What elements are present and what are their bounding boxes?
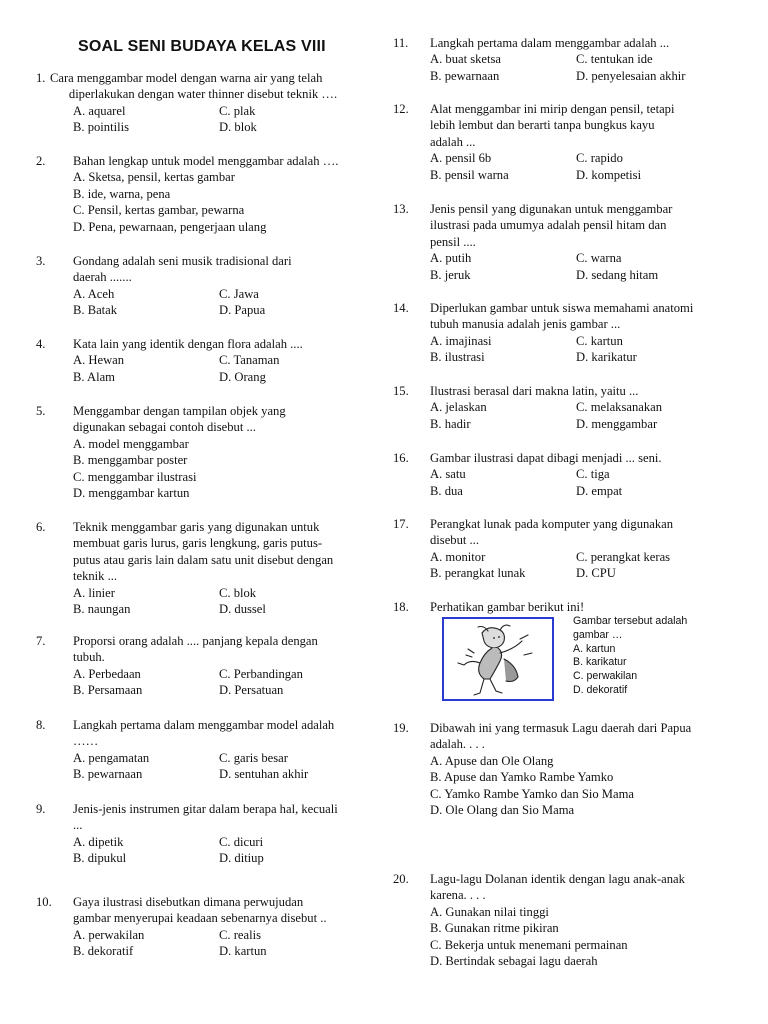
question-number: 11.	[393, 36, 409, 50]
answer-option[interactable]: B. Gunakan ritme pikiran	[430, 921, 559, 936]
question-number: 2.	[36, 154, 46, 168]
answer-option[interactable]: D. Persatuan	[219, 683, 284, 698]
answer-option[interactable]: C. Perbandingan	[219, 666, 303, 681]
answer-option[interactable]: D. Bertindak sebagai lagu daerah	[430, 954, 598, 968]
question-stem: Dibawah ini yang termasuk Lagu daerah dari Papua	[430, 721, 692, 735]
answer-option[interactable]: B. naungan	[73, 602, 131, 616]
answer-option[interactable]: D. menggambar kartun	[73, 486, 190, 500]
question-number: 3.	[36, 254, 46, 268]
answer-option[interactable]: C. Pensil, kertas gambar, pewarna	[73, 203, 245, 218]
answer-option[interactable]: C. menggambar ilustrasi	[73, 469, 197, 484]
page-title: SOAL SENI BUDAYA KELAS VIII	[78, 38, 326, 55]
question-stem: teknik ...	[73, 569, 118, 584]
answer-option[interactable]: D. Orang	[219, 369, 266, 384]
answer-option[interactable]: C. plak	[219, 103, 256, 118]
answer-option[interactable]: C. rapido	[576, 151, 623, 166]
question-stem: diperlakukan dengan water thinner disebut teknik ….	[50, 87, 338, 102]
answer-option[interactable]: B. ilustrasi	[430, 350, 485, 365]
answer-option[interactable]: A. linier	[73, 585, 115, 600]
answer-option[interactable]: A. putih	[430, 251, 472, 266]
answer-option[interactable]: D. karikatur	[576, 350, 637, 365]
answer-option[interactable]: D. penyelesaian akhir	[576, 68, 686, 83]
answer-option[interactable]: A. imajinasi	[430, 333, 492, 348]
answer-option[interactable]: D. Pena, pewarnaan, pengerjaan ulang	[73, 219, 267, 234]
question-number: 1.	[36, 71, 46, 85]
answer-option[interactable]: A. Hewan	[73, 353, 125, 368]
question-number: 15.	[393, 384, 409, 398]
question-number: 18.	[393, 600, 409, 614]
answer-option[interactable]: B. pensil warna	[430, 167, 509, 182]
answer-option[interactable]: C. tiga	[576, 467, 610, 482]
question-stem: membuat garis lurus, garis lengkung, garis putus-	[73, 536, 323, 551]
answer-option[interactable]: A. model menggambar	[73, 436, 189, 451]
question-number: 7.	[36, 634, 46, 648]
answer-option[interactable]: B. dipukul	[73, 851, 127, 866]
answer-option[interactable]: A. Gunakan nilai tinggi	[430, 904, 549, 919]
question-stem: Kata lain yang identik dengan flora adalah ....	[73, 337, 303, 351]
answer-option[interactable]: C. blok	[219, 585, 257, 600]
question-18-illustration	[442, 617, 554, 701]
question-stem: daerah .......	[73, 270, 132, 285]
question-stem: Gaya ilustrasi disebutkan dimana perwujudan	[73, 895, 304, 909]
question-number: 10.	[36, 895, 52, 909]
question-stem: Alat menggambar ini mirip dengan pensil, tetapi	[430, 102, 675, 116]
answer-option[interactable]: D. ditiup	[219, 851, 264, 866]
question-stem: gambar menyerupai keadaan sebenarnya disebut ..	[73, 911, 327, 926]
caricature-figure-image	[444, 619, 552, 699]
answer-option[interactable]: D. CPU	[576, 566, 616, 581]
answer-option[interactable]: B. dekoratif	[73, 944, 134, 959]
answer-option[interactable]: B. hadir	[430, 416, 471, 431]
question-stem: tubuh.	[73, 650, 105, 665]
question-number: 19.	[393, 721, 409, 735]
question-stem: Langkah pertama dalam menggambar model adalah	[73, 718, 335, 732]
answer-option[interactable]: B. perangkat lunak	[430, 566, 526, 581]
answer-option[interactable]: A. monitor	[430, 549, 486, 564]
answer-option[interactable]: D. Ole Olang dan Sio Mama	[430, 803, 575, 817]
question-number: 5.	[36, 404, 46, 418]
answer-option[interactable]: D. dussel	[219, 602, 266, 616]
question-stem: Diperlukan gambar untuk siswa memahami anatomi	[430, 301, 694, 315]
answer-option[interactable]: D. blok	[219, 120, 257, 135]
question-stem: pensil ....	[430, 234, 476, 249]
answer-option[interactable]: B. Batak	[73, 303, 118, 318]
question-number: 8.	[36, 718, 46, 732]
answer-option[interactable]: B. pointilis	[73, 120, 129, 135]
question-number: 9.	[36, 802, 46, 816]
answer-option[interactable]: C. Tanaman	[219, 353, 280, 368]
answer-option[interactable]: A. Sketsa, pensil, kertas gambar	[73, 170, 235, 185]
question-number: 14.	[393, 301, 409, 315]
question-18-side-text	[573, 615, 713, 698]
question-stem: Gondang adalah seni musik tradisional dari	[73, 254, 292, 268]
question-number: 17.	[393, 517, 409, 531]
question-stem: Jenis-jenis instrumen gitar dalam berapa hal, kecuali	[73, 802, 338, 816]
answer-option[interactable]: B. karikatur	[573, 656, 627, 669]
question-stem: Proporsi orang adalah .... panjang kepala dengan	[73, 634, 318, 648]
answer-option[interactable]: C. Jawa	[219, 286, 259, 301]
answer-option[interactable]: C. perangkat keras	[576, 549, 671, 564]
question-stem: Lagu-lagu Dolanan identik dengan lagu anak-anak	[430, 872, 685, 886]
answer-option[interactable]: B. ide, warna, pena	[73, 186, 171, 201]
answer-option[interactable]: D. kartun	[219, 944, 267, 959]
answer-option[interactable]: C. warna	[576, 251, 622, 266]
answer-option[interactable]: D. menggambar	[576, 416, 658, 431]
answer-option[interactable]: A. perwakilan	[73, 927, 145, 942]
answer-option[interactable]: C. dicuri	[219, 834, 264, 849]
answer-option[interactable]: A. Perbedaan	[73, 666, 141, 681]
question-number: 4.	[36, 337, 46, 351]
answer-option[interactable]: C. tentukan ide	[576, 52, 653, 67]
answer-option[interactable]: A. Aceh	[73, 286, 115, 301]
question-stem: Cara menggambar model dengan warna air yang telah	[50, 71, 323, 85]
answer-option[interactable]: D. empat	[576, 483, 623, 498]
answer-option[interactable]: C. kartun	[576, 333, 623, 348]
answer-option[interactable]: D. sentuhan akhir	[219, 767, 309, 782]
question-stem: Menggambar dengan tampilan objek yang	[73, 404, 286, 418]
question-stem: ilustrasi pada umumya adalah pensil hitam dan	[430, 218, 667, 233]
answer-option[interactable]: C. Yamko Rambe Yamko dan Sio Mama	[430, 786, 634, 801]
answer-option[interactable]: D. dekoratif	[573, 683, 628, 696]
answer-option[interactable]: B. pewarnaan	[430, 68, 500, 83]
answer-option[interactable]: C. melaksanakan	[576, 400, 663, 415]
question-stem: Perhatikan gambar berikut ini!	[430, 600, 585, 614]
question-stem: ...	[73, 818, 83, 833]
question-number: 12.	[393, 102, 409, 116]
answer-option[interactable]: A. aquarel	[73, 103, 126, 118]
answer-option[interactable]: A. jelaskan	[430, 400, 487, 415]
question-number: 20.	[393, 872, 409, 886]
question-stem: Teknik menggambar garis yang digunakan untuk	[73, 520, 320, 534]
answer-option[interactable]: A. dipetik	[73, 834, 124, 849]
answer-option[interactable]: C. garis besar	[219, 750, 288, 765]
answer-option[interactable]: C. Bekerja untuk menemani permainan	[430, 937, 628, 952]
answer-option[interactable]: A. pengamatan	[73, 750, 150, 765]
question-stem: ……	[73, 734, 99, 749]
question-stem: disebut ...	[430, 533, 479, 548]
question-stem: Perangkat lunak pada komputer yang digunakan	[430, 517, 674, 531]
answer-option[interactable]: C. realis	[219, 927, 261, 942]
answer-option[interactable]: B. pewarnaan	[73, 767, 143, 782]
answer-option[interactable]: B. dua	[430, 483, 463, 498]
answer-option[interactable]: A. kartun	[573, 642, 616, 655]
answer-option[interactable]: B. menggambar poster	[73, 453, 188, 468]
question-number: 6.	[36, 520, 46, 534]
question-stem: Gambar ilustrasi dapat dibagi menjadi ... seni.	[430, 451, 662, 465]
question-stem: putus atau garis lain dalam satu unit disebut dengan	[73, 552, 334, 567]
question-number: 16.	[393, 451, 409, 465]
answer-option[interactable]: B. Persamaan	[73, 683, 143, 698]
question-stem: tubuh manusia adalah jenis gambar ...	[430, 317, 621, 332]
question-stem: Bahan lengkap untuk model menggambar adalah ….	[73, 154, 339, 168]
answer-option[interactable]: D. sedang hitam	[576, 267, 659, 282]
answer-option[interactable]: B. Alam	[73, 369, 115, 384]
answer-option[interactable]: B. Apuse dan Yamko Rambe Yamko	[430, 770, 614, 785]
answer-option[interactable]: D. Papua	[219, 303, 266, 318]
answer-option[interactable]: C. perwakilan	[573, 670, 638, 683]
question-stem: adalah. . . .	[430, 737, 485, 752]
question-stem: digunakan sebagai contoh disebut ...	[73, 420, 256, 435]
question-stem: lebih lembut dan berarti tanpa bungkus kayu	[430, 118, 655, 133]
answer-option[interactable]: A. buat sketsa	[430, 52, 501, 67]
answer-option[interactable]: A. Apuse dan Ole Olang	[430, 753, 554, 768]
question-stem: gambar …	[573, 628, 623, 641]
question-stem: Langkah pertama dalam menggambar adalah ...	[430, 36, 670, 50]
question-stem: adalah ...	[430, 134, 476, 149]
answer-option[interactable]: A. satu	[430, 467, 466, 482]
question-stem: Ilustrasi berasal dari makna latin, yaitu ...	[430, 384, 639, 398]
question-stem: Gambar tersebut adalah	[573, 615, 688, 627]
question-stem: Jenis pensil yang digunakan untuk menggambar	[430, 202, 673, 216]
answer-option[interactable]: D. kompetisi	[576, 167, 642, 182]
question-stem: karena. . . .	[430, 888, 486, 903]
question-number: 13.	[393, 202, 409, 216]
answer-option[interactable]: A. pensil 6b	[430, 151, 492, 166]
answer-option[interactable]: B. jeruk	[430, 267, 471, 282]
